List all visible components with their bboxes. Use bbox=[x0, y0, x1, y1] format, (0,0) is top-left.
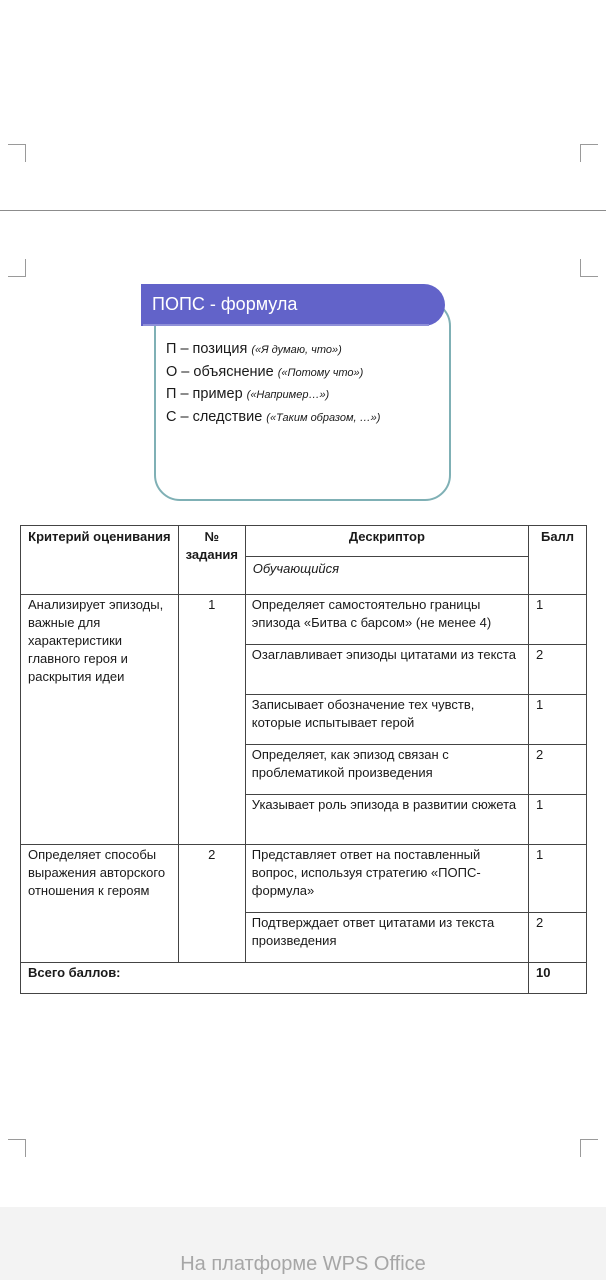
criterion-cell: Анализирует эпизоды, важные для характеристики главного героя и раскрытия идеи bbox=[21, 595, 179, 845]
popc-item bbox=[166, 339, 380, 362]
page-corner-mark bbox=[580, 1139, 598, 1157]
descriptor-cell: Записывает обозначение тех чувств, которые испытывает герой bbox=[245, 695, 528, 745]
popc-item bbox=[166, 362, 380, 385]
score-cell: 2 bbox=[529, 745, 587, 795]
popc-item bbox=[166, 407, 380, 430]
page-corner-mark bbox=[8, 1139, 26, 1157]
header-learner: Обучающийся bbox=[252, 561, 340, 576]
total-value: 10 bbox=[529, 963, 587, 994]
page-corner-mark bbox=[580, 144, 598, 162]
assessment-rubric-table bbox=[20, 525, 587, 994]
page-corner-mark bbox=[8, 144, 26, 162]
criterion-cell: Определяет способы выражения авторского отношения к героям bbox=[21, 845, 179, 963]
popc-title-underline bbox=[143, 324, 429, 326]
table-header-row bbox=[21, 526, 587, 595]
header-score: Балл bbox=[529, 526, 587, 595]
header-descriptor: Дескриптор bbox=[246, 526, 528, 557]
score-cell: 2 bbox=[529, 913, 587, 963]
popc-formula-list bbox=[166, 339, 380, 429]
descriptor-cell: Определяет, как эпизод связан с проблематикой произведения bbox=[245, 745, 528, 795]
popc-item-hint: («Например…») bbox=[246, 389, 330, 401]
score-cell: 1 bbox=[529, 795, 587, 845]
score-cell: 2 bbox=[529, 645, 587, 695]
popc-item-hint: («Потому что») bbox=[277, 366, 364, 379]
popc-item bbox=[166, 384, 380, 407]
header-task-number: № задания bbox=[178, 526, 245, 595]
task-number-cell: 2 bbox=[178, 845, 245, 963]
wps-platform-footer: На платформе WPS Office bbox=[0, 1207, 606, 1280]
header-descriptor-cell bbox=[245, 526, 528, 595]
popc-item-term: О – объяснение bbox=[166, 363, 274, 380]
descriptor-cell: Указывает роль эпизода в развитии сюжета bbox=[245, 795, 528, 845]
descriptor-cell: Представляет ответ на поставленный вопрос, используя стратегию «ПОПС-формула» bbox=[245, 845, 528, 913]
descriptor-cell: Подтверждает ответ цитатами из текста произведения bbox=[245, 913, 528, 963]
page-separator bbox=[0, 210, 606, 211]
table-row bbox=[21, 845, 587, 913]
header-criterion: Критерий оценивания bbox=[21, 526, 179, 595]
table-total-row bbox=[21, 963, 587, 994]
descriptor-cell: Озаглавливает эпизоды цитатами из текста bbox=[245, 645, 528, 695]
page-corner-mark bbox=[580, 259, 598, 277]
popc-item-term: С – следствие bbox=[166, 408, 263, 425]
popc-item-hint: («Я думаю, что») bbox=[251, 344, 342, 356]
popc-item-term: П – пример bbox=[166, 386, 243, 402]
total-label: Всего баллов: bbox=[21, 963, 529, 994]
descriptor-cell: Определяет самостоятельно границы эпизода «Битва с барсом» (не менее 4) bbox=[245, 595, 528, 645]
popc-item-term: П – позиция bbox=[166, 341, 248, 357]
page-corner-mark bbox=[8, 259, 26, 277]
score-cell: 1 bbox=[529, 595, 587, 645]
score-cell: 1 bbox=[529, 845, 587, 913]
task-number-cell: 1 bbox=[178, 595, 245, 845]
popc-item-hint: («Таким образом, …») bbox=[266, 411, 381, 424]
table-row bbox=[21, 595, 587, 645]
popc-formula-title: ПОПС - формула bbox=[141, 284, 445, 326]
score-cell: 1 bbox=[529, 695, 587, 745]
